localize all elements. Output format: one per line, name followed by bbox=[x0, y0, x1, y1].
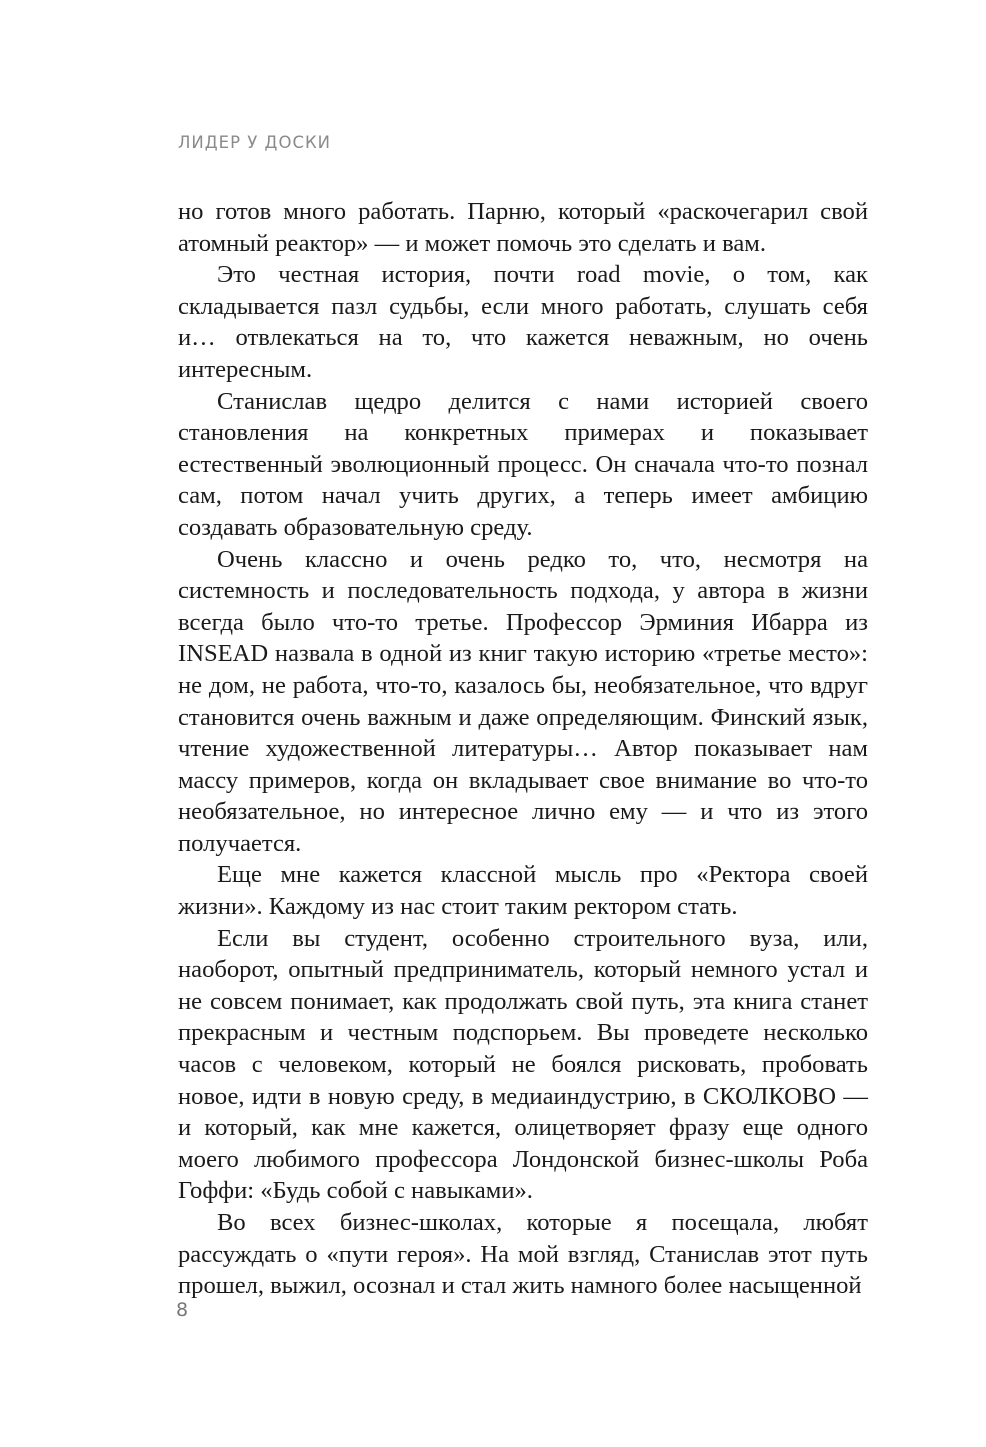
page-number: 8 bbox=[176, 1299, 189, 1321]
paragraph-1: но готов много работать. Парню, который «раскочегарил свой атомный реактор» — и может помочь это сделать и вам. bbox=[178, 198, 868, 257]
paragraph-6: Если вы студент, особенно строительного вуза, или, наоборот, опытный предприниматель, который немного устал и не совсем понимает, как продолжать свой путь, эта книга станет прекрасным и честным подспорьем. Вы проведете несколько часов с человеком, который не боялся рисковать, пробовать новое, идти в новую среду, в медиаиндустрию, в СКОЛКОВО — и который, как мне кажется, олицетворяет фразу еще одного моего любимого профессора Лондонской бизнес-школы Роба Гоффи: «Будь собой с навыками». bbox=[178, 924, 868, 1205]
paragraph-3: Станислав щедро делится с нами историей своего становления на конкретных примерах и показывает естественный эволюционный процесс. Он сначала что-то познал сам, потом начал учить других, а теперь имеет амбицию создавать образовательную среду. bbox=[178, 387, 868, 541]
body-text bbox=[178, 196, 868, 1302]
paragraph-2: Это честная история, почти road movie, о том, как складывается пазл судьбы, если много работать, слушать себя и… отвлекаться на то, что кажется неважным, но очень интересным. bbox=[178, 261, 868, 383]
paragraph-5: Еще мне кажется классной мысль про «Ректора своей жизни». Каждому из нас стоит таким ректором стать. bbox=[178, 861, 868, 921]
paragraph-7: Во всех бизнес-школах, которые я посещала, любят рассуждать о «пути героя». На мой взгляд, Станислав этот путь прошел, выжил, осознал и стал жить намного более насыщенной bbox=[178, 1209, 868, 1300]
running-head: ЛИДЕР У ДОСКИ bbox=[178, 133, 332, 152]
paragraph-4: Очень классно и очень редко то, что, несмотря на системность и последовательность подхода, у автора в жизни всегда было что-то третье. Профессор Эрминия Ибарра из INSEAD назвала в одной из книг такую историю «третье место»: не дом, не работа, что-то, казалось бы, необязательное, что вдруг становится очень важным и даже определяющим. Финский язык, чтение художественной литературы… Автор показывает нам массу примеров, когда он вкладывает свое внимание во что-то необязательное, но интересное лично ему — и что из этого получается. bbox=[178, 545, 868, 857]
